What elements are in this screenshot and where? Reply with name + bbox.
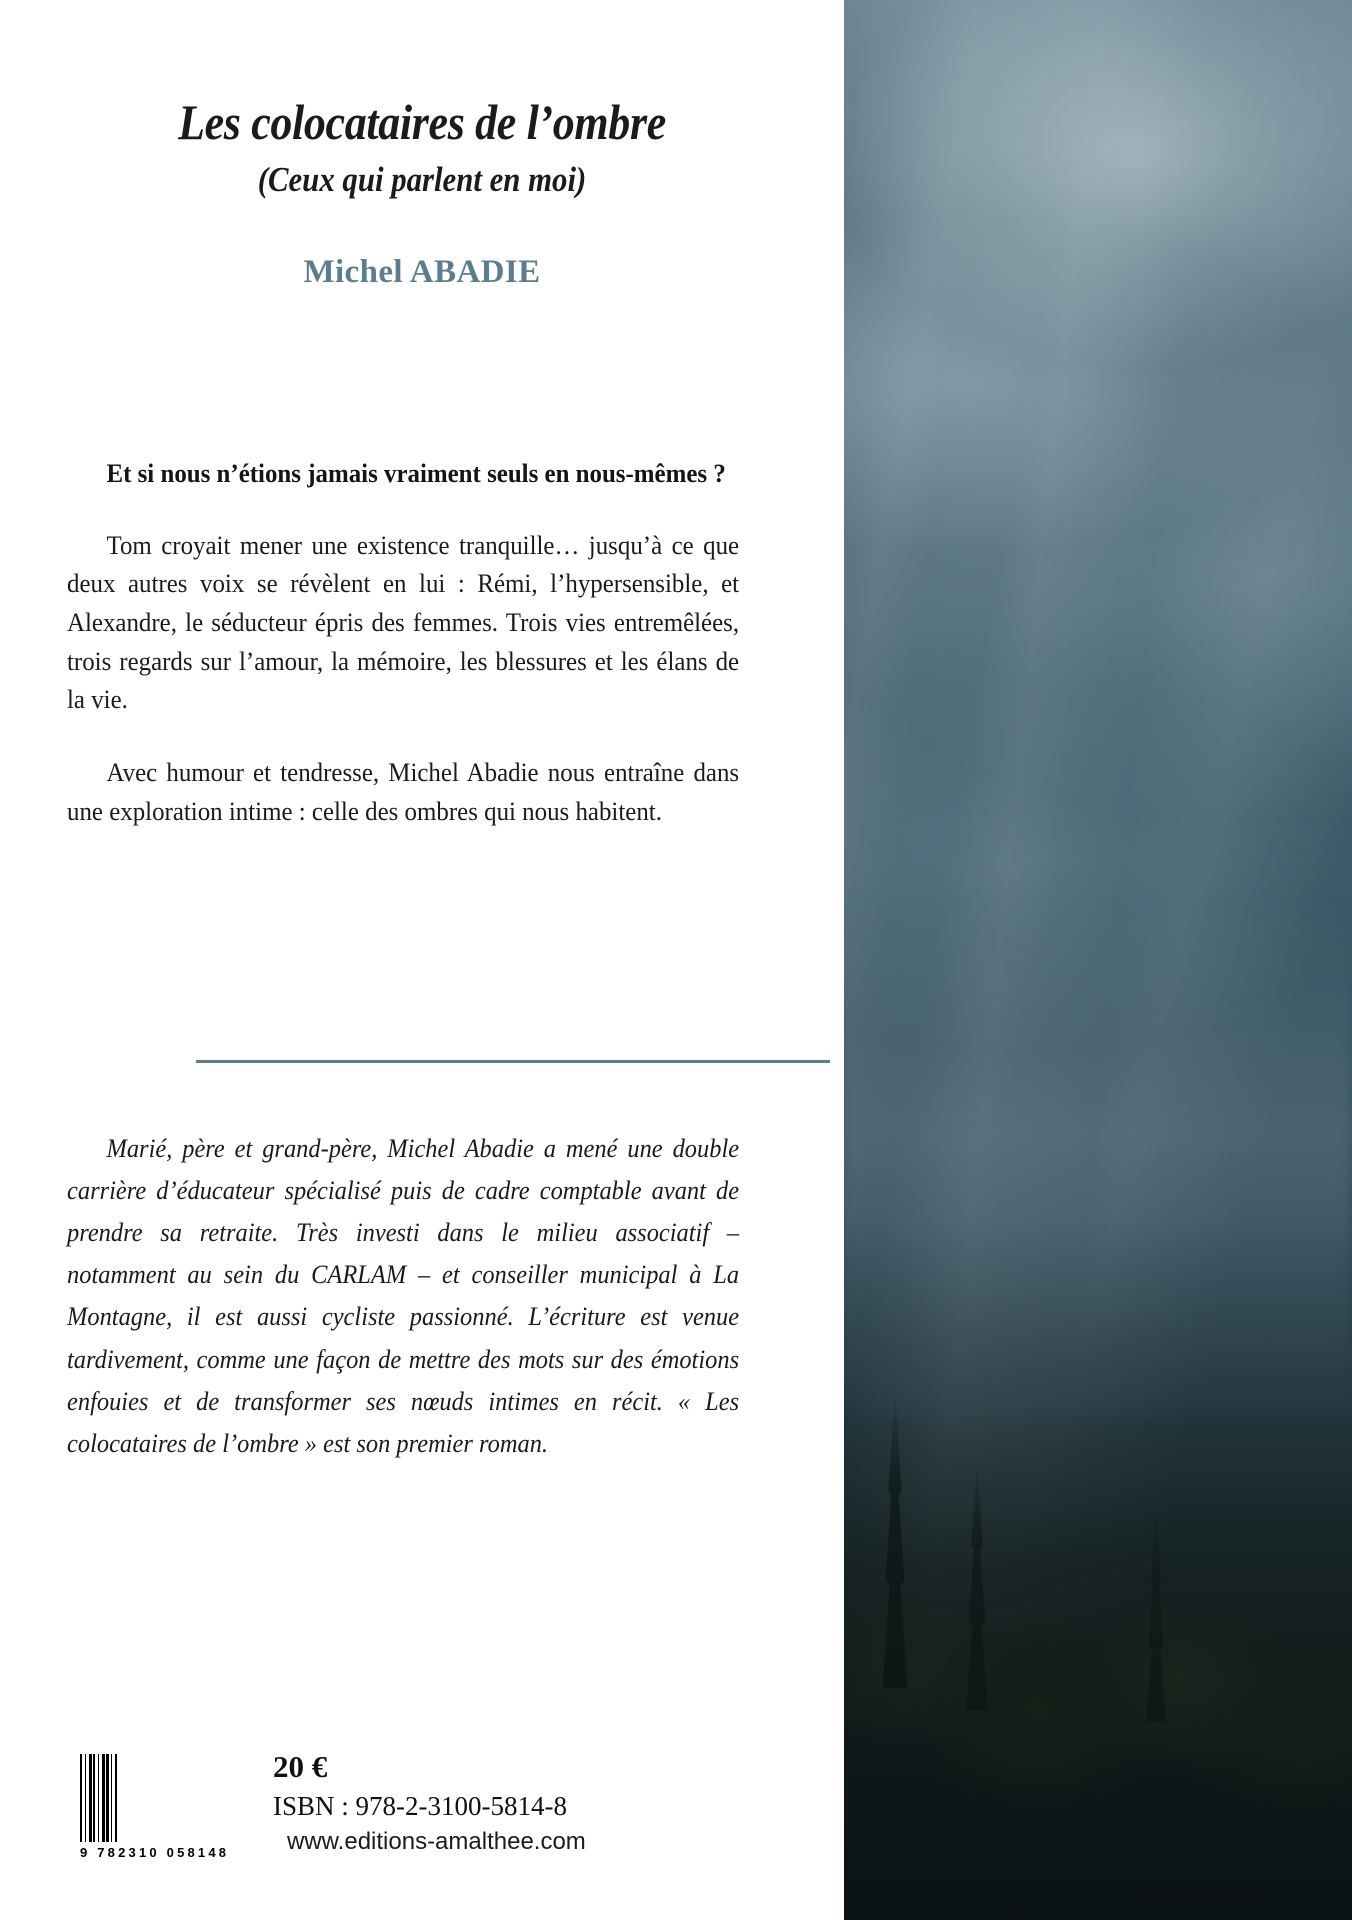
cover-photo-band: [844, 0, 1352, 1920]
barcode: [80, 1754, 235, 1860]
price-block: [273, 1749, 586, 1860]
isbn-label: ISBN : 978-2-3100-5814-8: [273, 1791, 567, 1821]
author-biography: Marié, père et grand-père, Michel Abadie a mené une double carrière d’éducateur spécialisé puis de cadre comptable avant de prendre sa retraite. Très investi dans le milieu associatif – notamment au sein du CARLAM – et conseiller municipal à La Montagne, il est aussi cycliste passionné. L’écriture est venue tardivement, comme une façon de mettre des mots sur des émotions enfouies et de transformer ses nœuds intimes en récit. « Les colocataires de l’ombre » est son premier roman.: [67, 1134, 740, 1458]
author-name: Michel ABADIE: [303, 253, 541, 290]
blurb-block: [67, 455, 782, 830]
blurb-paragraph: Avec humour et tendresse, Michel Abadie nous entraîne dans une exploration intime : celle des ombres qui nous habitent.: [67, 757, 740, 826]
barcode-bars: [80, 1754, 235, 1842]
title-block: [0, 96, 844, 291]
treeline-silhouette: [844, 1220, 1352, 1920]
book-subtitle: (Ceux qui parlent en moi): [257, 160, 587, 199]
section-divider: [196, 1060, 830, 1063]
blurb-lede: Et si nous n’étions jamais vraiment seuls en nous-mêmes ?: [106, 458, 726, 488]
publisher-website: www.editions-amalthee.com: [287, 1828, 586, 1855]
barcode-digits: 9 782310 058148: [80, 1845, 230, 1860]
blurb-paragraph: Tom croyait mener une existence tranquille… jusqu’à ce que deux autres voix se révèlent en lui : Rémi, l’hypersensible, et Alexandre, le séducteur épris des femmes. Trois vies entremêlées, trois regards sur l’amour, la mémoire, les blessures et les élans de la vie.: [67, 529, 740, 715]
cover-footer: [80, 1749, 586, 1860]
book-title: Les colocataires de l’ombre: [178, 94, 666, 150]
price-label: 20 €: [273, 1749, 328, 1784]
